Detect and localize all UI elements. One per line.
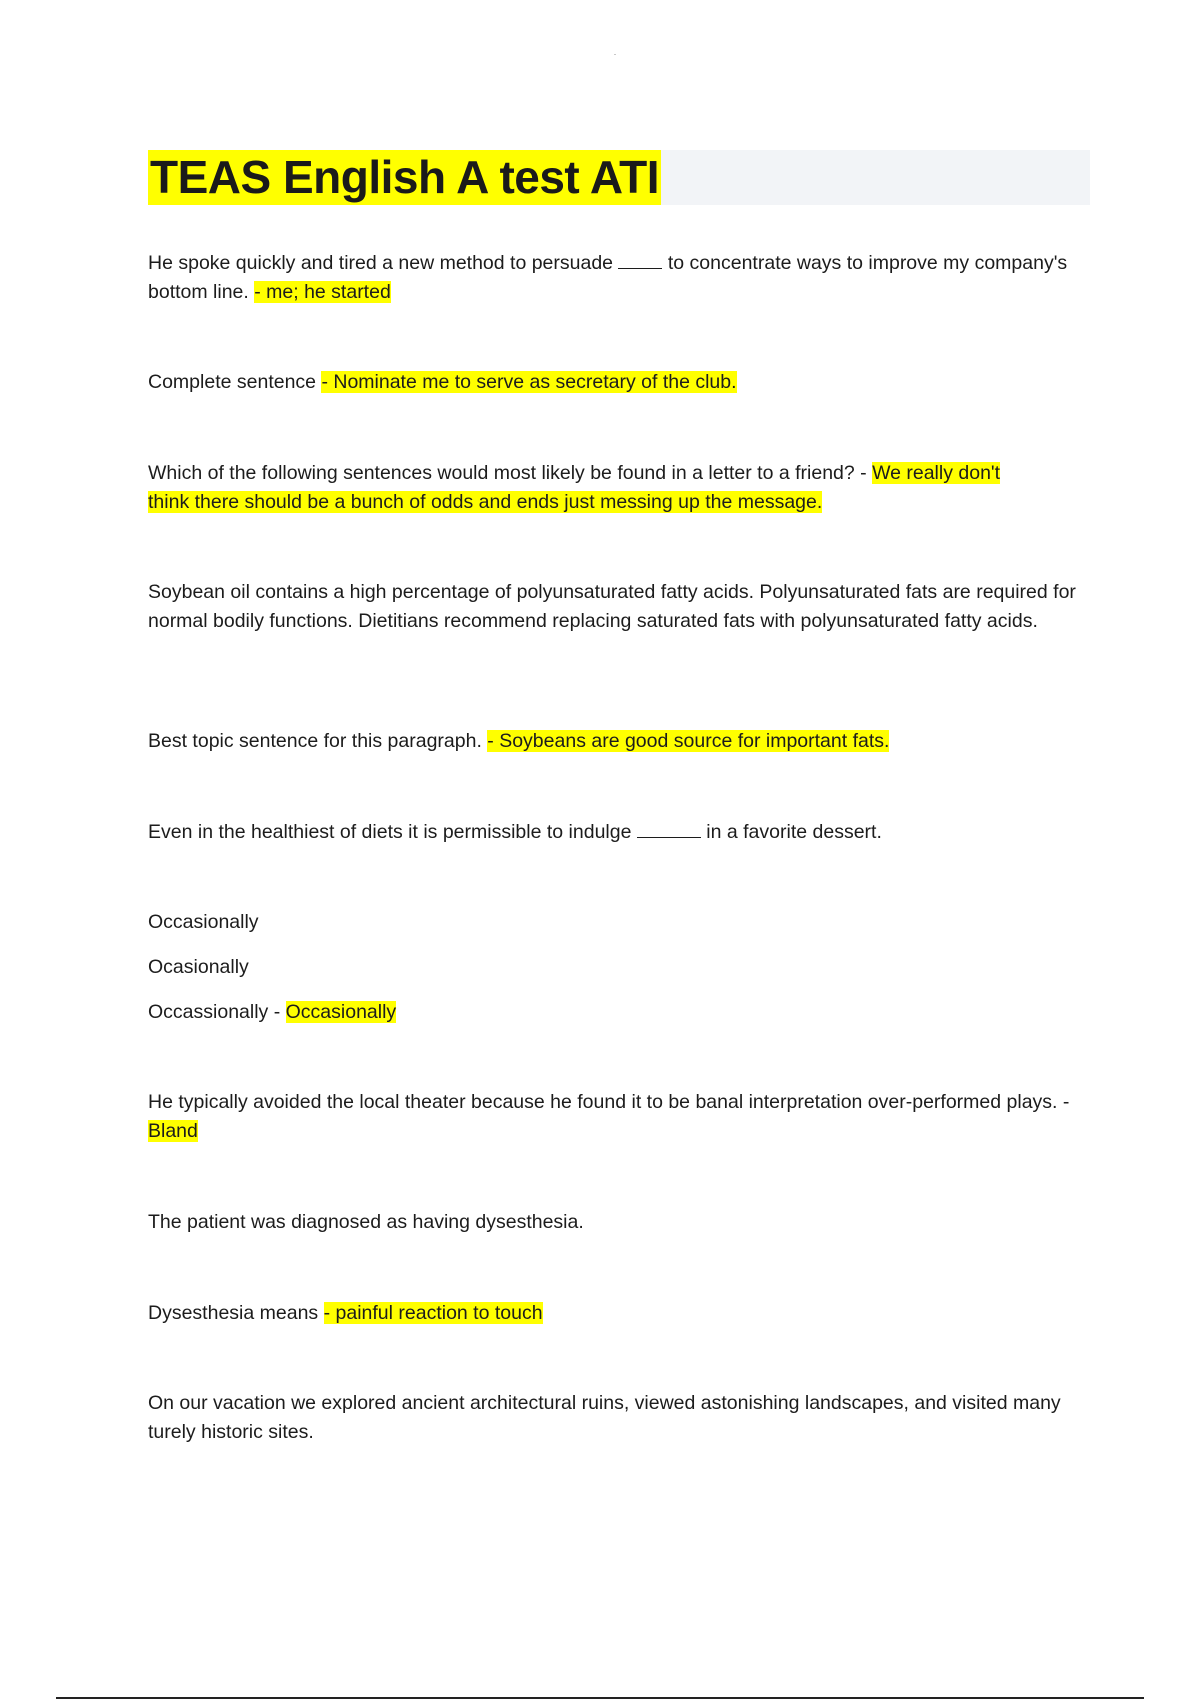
fill-in-blank — [637, 819, 701, 838]
question-1: He spoke quickly and tired a new method to persuade to concentrate ways to improve my company's bottom line. - me; he started — [148, 252, 1068, 303]
question-2: Complete sentence - Nominate me to serve as secretary of the club. — [148, 371, 737, 393]
question-8: On our vacation we explored ancient architectural ruins, viewed astonishing landscapes, and visited many turely historic sites. — [148, 1392, 1061, 1443]
option-3: Occassionally - Occasionally — [148, 1001, 397, 1023]
statement: The patient was diagnosed as having dysesthesia. — [148, 1211, 584, 1233]
answer-highlight: think there should be a bunch of odds and ends just messing up the message. — [148, 491, 823, 513]
question-3: Which of the following sentences would most likely be found in a letter to a friend? - We really don't think there should be a bunch of odds and ends just messing up the message. — [148, 462, 1001, 513]
option-1: Occasionally — [148, 911, 259, 933]
answer-highlight: Occasionally — [285, 1001, 397, 1023]
answer-highlight: Bland — [148, 1120, 198, 1142]
scan-speck — [614, 54, 616, 55]
question-4: Best topic sentence for this paragraph. - Soybeans are good source for important fats. — [148, 730, 890, 752]
answer-highlight: - painful reaction to touch — [323, 1302, 543, 1324]
reading-passage: Soybean oil contains a high percentage of polyunsaturated fatty acids. Polyunsaturated fats are required for normal bodily functions. Dietitians recommend replacing saturated fats with polyunsaturated fatty acids. — [148, 581, 1076, 632]
answer-highlight: - me; he started — [254, 281, 391, 303]
fill-in-blank — [618, 250, 662, 269]
page-bottom-rule — [56, 1697, 1144, 1699]
question-6: He typically avoided the local theater because he found it to be banal interpretation over-performed plays. - Bland — [148, 1091, 1070, 1142]
answer-highlight: - Soybeans are good source for important fats. — [487, 730, 890, 752]
answer-highlight: We really don't — [872, 462, 1001, 484]
option-2: Ocasionally — [148, 956, 249, 978]
document-title: TEAS English A test ATI — [150, 151, 660, 203]
question-7: Dysesthesia means - painful reaction to touch — [148, 1302, 543, 1324]
answer-highlight: - Nominate me to serve as secretary of the club. — [321, 371, 737, 393]
question-5: Even in the healthiest of diets it is permissible to indulge in a favorite dessert. — [148, 821, 882, 843]
